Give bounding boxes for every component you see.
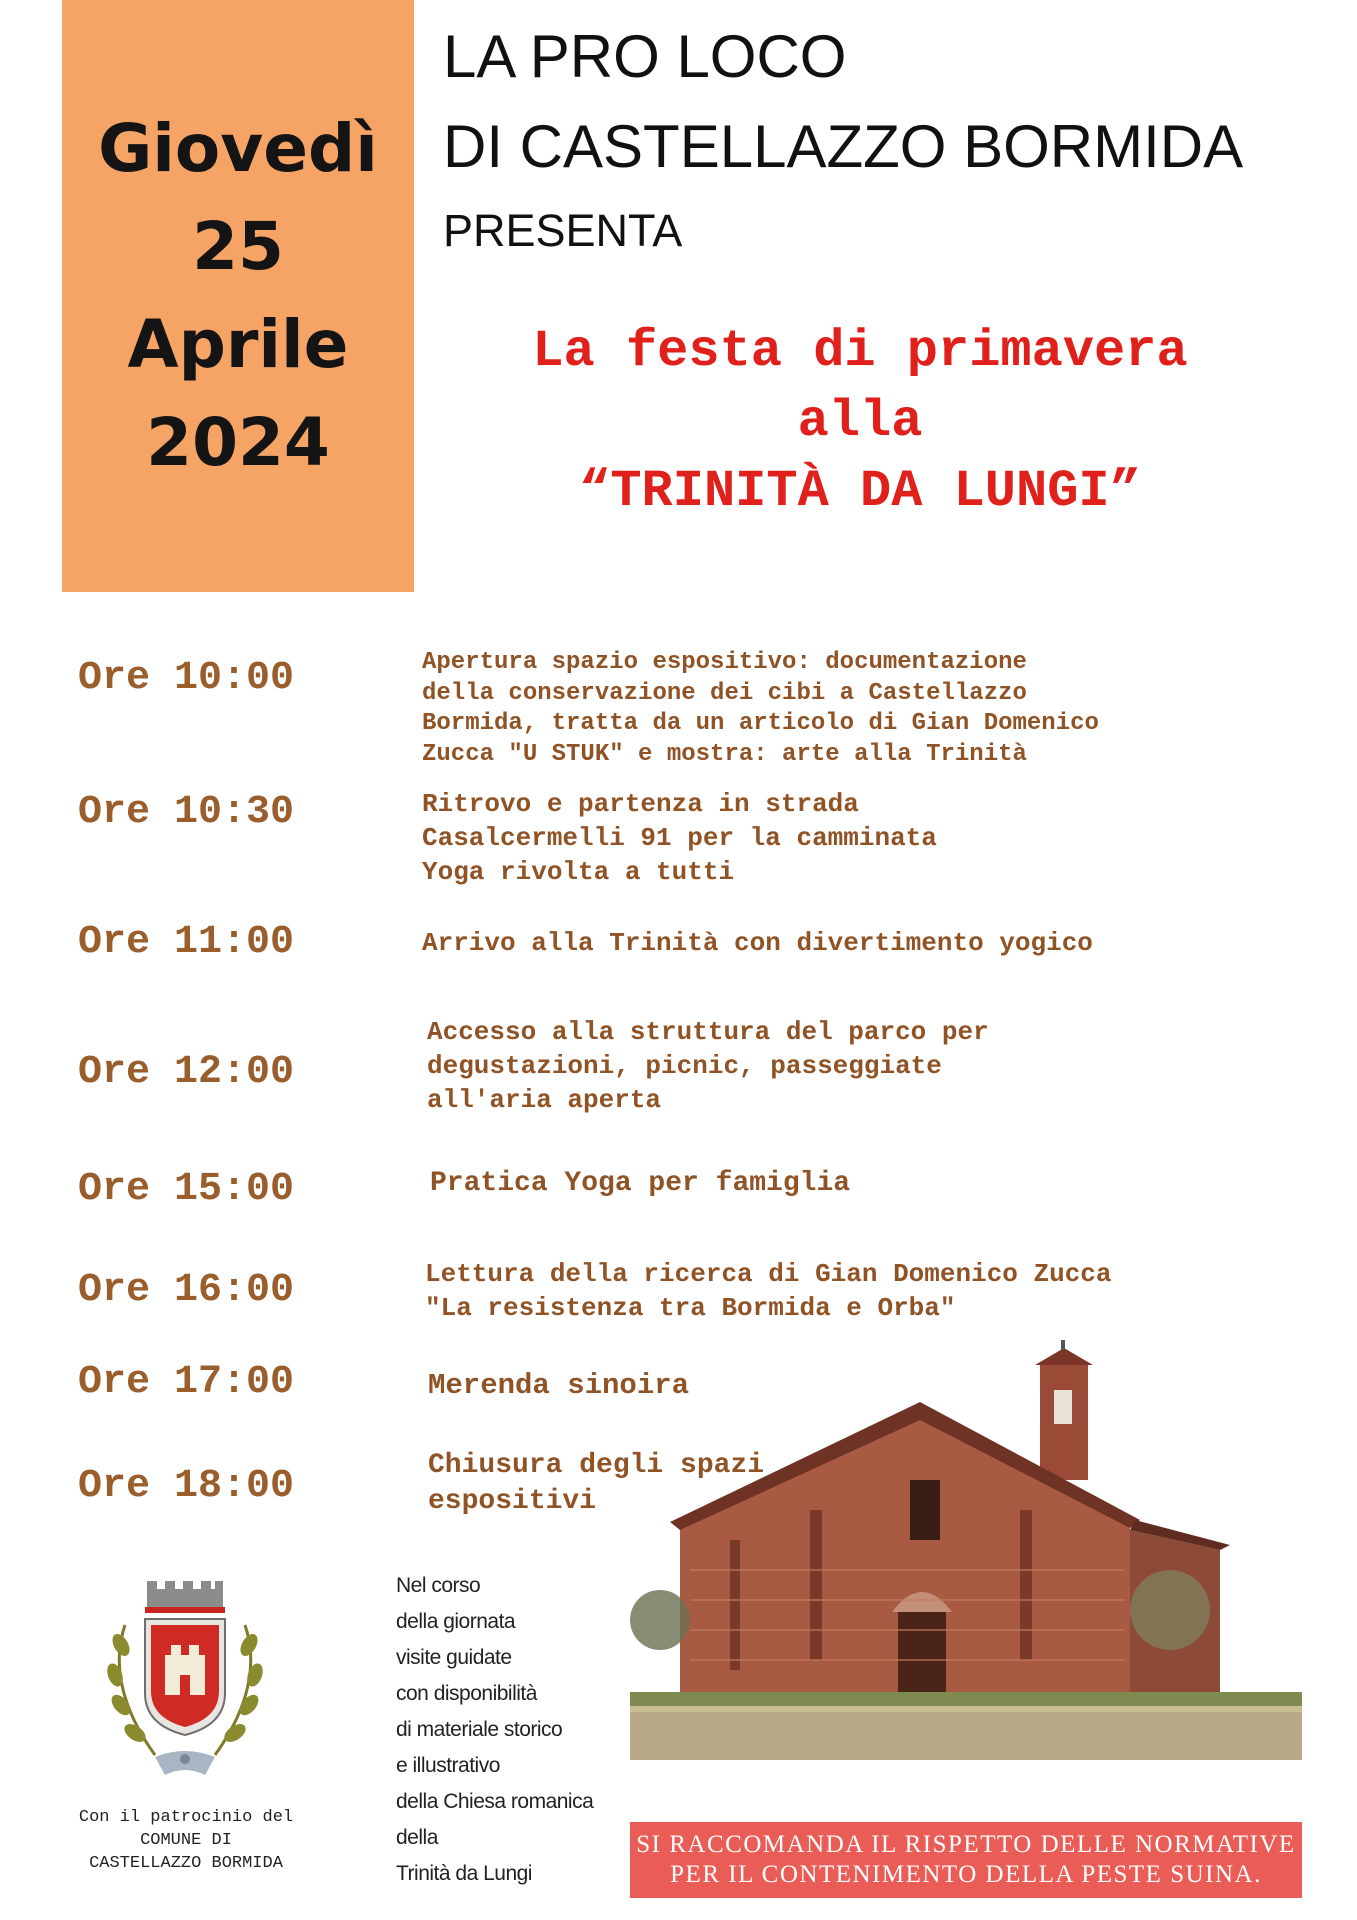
presents-label: PRESENTA xyxy=(443,205,683,256)
notice-line-2: PER IL CONTENIMENTO DELLA PESTE SUINA. xyxy=(670,1861,1262,1888)
date-day: 25 xyxy=(192,208,284,285)
description-line: della conservazione dei cibi a Castellazzo xyxy=(422,679,1027,707)
schedule-time: Ore 12:00 xyxy=(78,1050,295,1095)
description-line: Arrivo alla Trinità con divertimento yogico xyxy=(422,928,1093,958)
event-title-line-1: La festa di primavera xyxy=(532,322,1188,381)
schedule-time: Ore 10:00 xyxy=(78,656,295,701)
description-line: Merenda sinoira xyxy=(428,1369,690,1402)
description-line: degustazioni, picnic, passeggiate xyxy=(427,1051,942,1081)
guided-visits-note xyxy=(396,1568,593,1892)
description-line: Bormida, tratta da un articolo di Gian Domenico xyxy=(422,710,1099,737)
event-title-line-3: “TRINITÀ DA LUNGI” xyxy=(579,462,1141,521)
schedule-time: Ore 10:30 xyxy=(78,790,295,835)
patronage-line: CASTELLAZZO BORMIDA xyxy=(89,1854,283,1873)
visits-line: visite guidate xyxy=(396,1646,512,1669)
visits-line: della giornata xyxy=(396,1610,516,1633)
visits-line: della Chiesa romanica xyxy=(396,1790,594,1813)
schedule-time: Ore 15:00 xyxy=(78,1167,295,1212)
municipal-coat-of-arms-icon xyxy=(85,1575,285,1785)
schedule-description xyxy=(425,1257,1112,1325)
date-box xyxy=(62,0,414,592)
visits-line: e illustrativo xyxy=(396,1754,500,1777)
visits-line: Trinità da Lungi xyxy=(396,1862,532,1885)
visits-line: Nel corso xyxy=(396,1574,481,1597)
description-line: espositivi xyxy=(428,1486,597,1517)
event-title-line-2: alla xyxy=(797,392,923,451)
patronage-line: COMUNE DI xyxy=(140,1831,232,1850)
description-line: Apertura spazio espositivo: documentazione xyxy=(422,649,1027,676)
visits-line: della xyxy=(396,1826,438,1849)
description-line: Zucca "U STUK" e mostra: arte alla Trinità xyxy=(422,740,1027,768)
description-line: Pratica Yoga per famiglia xyxy=(430,1168,851,1199)
patronage-line: Con il patrocinio del xyxy=(78,1808,294,1827)
visits-line: con disponibilità xyxy=(396,1682,537,1705)
schedule-description xyxy=(422,925,1093,961)
notice-banner xyxy=(630,1822,1302,1898)
notice-line-1: SI RACCOMANDA IL RISPETTO DELLE NORMATIVE xyxy=(636,1831,1296,1858)
schedule-description xyxy=(430,1166,850,1202)
description-line: Chiusura degli spazi xyxy=(428,1450,765,1481)
schedule-description xyxy=(422,648,1099,770)
description-line: Ritrovo e partenza in strada xyxy=(422,789,859,819)
schedule-description xyxy=(427,1015,989,1117)
visits-line: di materiale storico xyxy=(396,1718,563,1741)
description-line: Yoga rivolta a tutti xyxy=(422,857,735,887)
organizer-line-2: DI CASTELLAZZO BORMIDA xyxy=(443,113,1244,180)
description-line: Accesso alla struttura del parco per xyxy=(427,1017,989,1047)
date-weekday: Giovedì xyxy=(98,110,378,187)
church-photo xyxy=(630,1340,1302,1760)
description-line: "La resistenza tra Bormida e Orba" xyxy=(425,1293,956,1323)
schedule-time: Ore 11:00 xyxy=(78,920,295,965)
schedule-time: Ore 17:00 xyxy=(78,1360,295,1405)
patronage-text xyxy=(50,1806,322,1875)
date-month: Aprile xyxy=(127,306,349,383)
organizer-line-1: LA PRO LOCO xyxy=(443,23,847,90)
description-line: all'aria aperta xyxy=(427,1085,662,1115)
schedule-time: Ore 16:00 xyxy=(78,1268,295,1313)
description-line: Lettura della ricerca di Gian Domenico Zucca xyxy=(425,1259,1112,1289)
date-year: 2024 xyxy=(146,404,330,481)
schedule-description xyxy=(422,787,937,889)
schedule-time: Ore 18:00 xyxy=(78,1464,295,1509)
description-line: Casalcermelli 91 per la camminata xyxy=(422,823,937,853)
